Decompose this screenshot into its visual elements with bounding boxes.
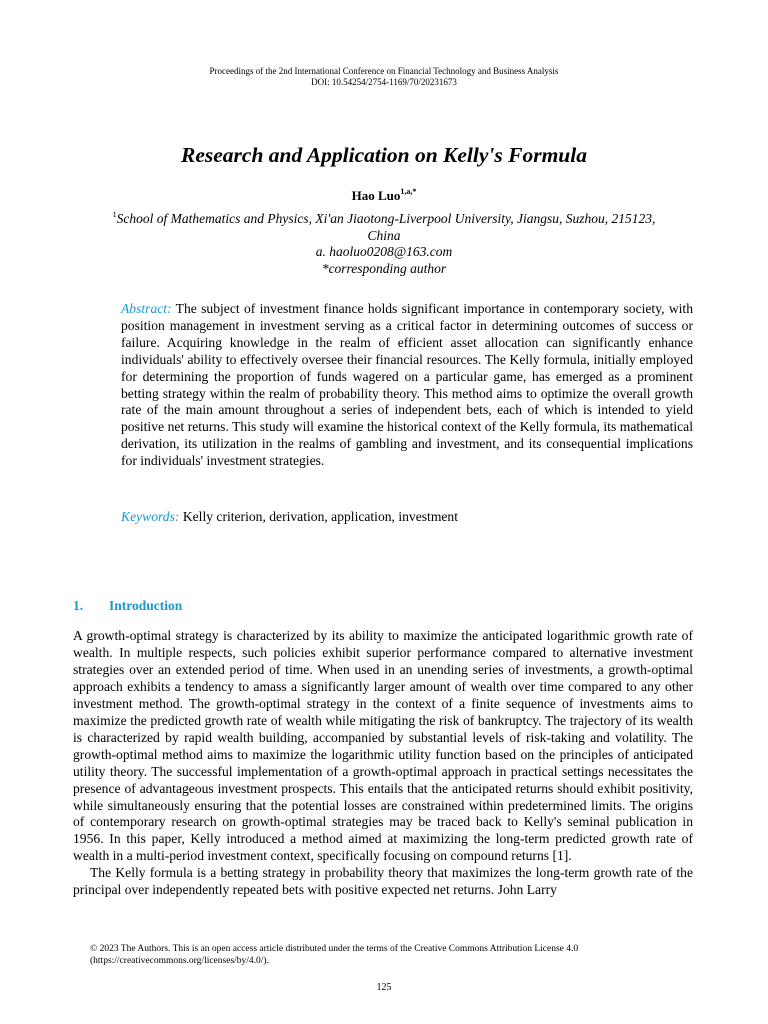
body-paragraph-1: A growth-optimal strategy is characterized by its ability to maximize the anticipated logarithmic growth rate of wealth. In multiple respects, such policies exhibit superior performance compared to alternative investment strategies over an extended period of time. When used in an unending series of investments, a growth-optimal approach exhibits a tendency to amass a significantly larger amount of wealth over time compared to any other investment method. The growth-optimal strategy in the context of a finite sequence of investments aims to maximize the predicted growth rate of wealth while mitigating the risk of bankruptcy. The trajectory of its wealth is characterized by rapid wealth building, accompanied by substantial levels of risk-taking and volatility. The growth-optimal method aims to maximize the logarithmic utility function based on the principles of anticipated utility theory. The successful implementation of a growth-optimal approach in practical settings necessitates the presence of advantageous investment prospects. This entails that the anticipated returns should exhibit positivity, while simultaneously ensuring that the potential losses are constrained within predetermined limits. The origins of contemporary research on growth-optimal strategies may be traced back to Kelly's seminal publication in 1956. In this paper, Kelly introduced a method aimed at maximizing the long-term predicted growth rate of wealth in a multi-period investment context, specifically focusing on compound returns [1].	[73, 628, 693, 864]
author-name: Hao Luo	[351, 188, 401, 203]
license-footnote	[90, 943, 680, 967]
page-number: 125	[376, 982, 392, 993]
conference-name: Proceedings of the 2nd International Conference on Financial Technology and Business Analysis	[209, 66, 559, 76]
running-header	[0, 66, 768, 88]
keywords-label: Keywords:	[121, 509, 180, 524]
affiliation-line1: School of Mathematics and Physics, Xi'an Jiaotong-Liverpool University, Jiangsu, Suzhou, 215123,	[116, 211, 656, 226]
section-title: Introduction	[109, 598, 183, 613]
author-email: a. haoluo0208@163.com	[315, 244, 453, 259]
affiliation-line2: China	[367, 227, 401, 243]
affiliation-mark: 1	[112, 210, 117, 219]
paper-title: Research and Application on Kelly's Formula	[181, 143, 587, 167]
corresponding-note: *corresponding author	[321, 260, 447, 276]
section-heading	[73, 597, 182, 614]
body-paragraph-2: The Kelly formula is a betting strategy in probability theory that maximizes the long-term growth rate of the principal over independently repeated bets with positive expected net returns. John Larry	[73, 865, 693, 898]
abstract	[121, 301, 693, 470]
body-text	[73, 628, 693, 899]
doi: DOI: 10.54254/2754-1169/70/20231673	[311, 77, 457, 87]
keywords	[121, 508, 693, 525]
affiliation-block	[70, 211, 698, 277]
author-marks: 1,a,*	[400, 187, 417, 196]
keywords-text: Kelly criterion, derivation, application, investment	[182, 509, 459, 524]
abstract-label: Abstract:	[121, 301, 172, 316]
abstract-text: The subject of investment finance holds significant importance in contemporary society, with position management in investment serving as a critical factor in determining outcomes of success or failure. Acquiring knowledge in the realm of efficient asset allocation can significantly enhance individuals' ability to effectively oversee their financial resources. The Kelly formula, initially employed for determining the proportion of funds wagered on a particular game, has emerged as a prominent betting strategy within the realm of probability theory. This method aims to optimize the overall growth rate of the main amount throughout a series of independent bets, each of which is intended to yield positive net returns. This study will examine the historical context of the Kelly formula, its mathematical derivation, its utilization in the realms of gambling and investment, and its consequential implications for individuals' investment strategies.	[121, 301, 693, 469]
license-line2: (https://creativecommons.org/licenses/by/4.0/).	[90, 956, 269, 966]
author-line	[0, 188, 768, 204]
license-line1: © 2023 The Authors. This is an open access article distributed under the terms of the Creative Commons Attribution License 4.0	[90, 944, 579, 954]
section-number: 1.	[73, 598, 84, 613]
